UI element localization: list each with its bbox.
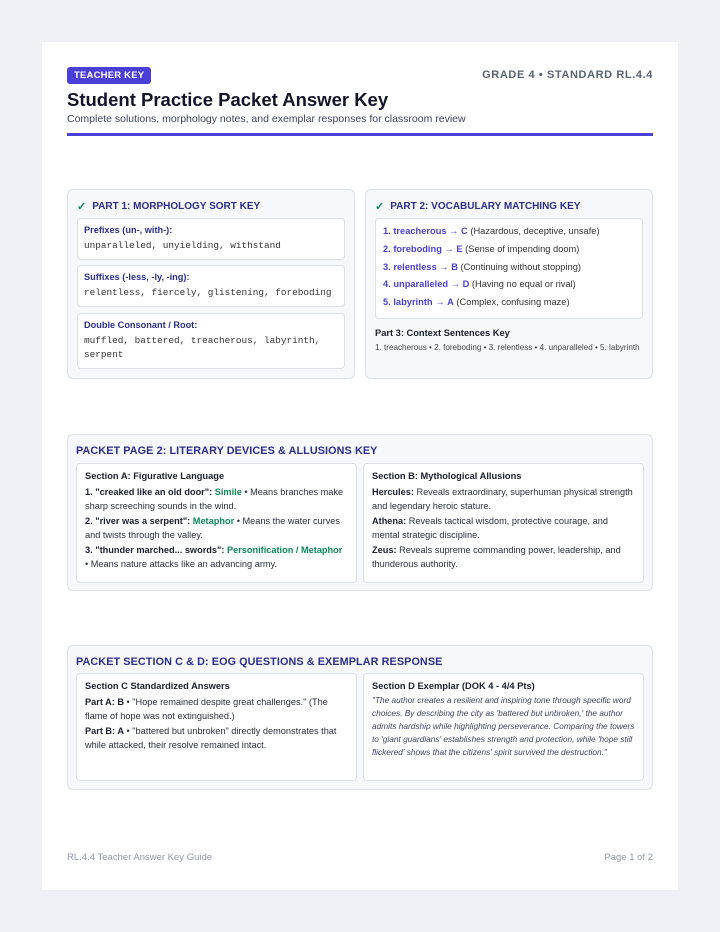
morph-group-suffixes [77, 265, 345, 307]
group-label: Suffixes (-less, -ly, -ing): [84, 272, 190, 282]
part1-heading: ✓ PART 1: MORPHOLOGY SORT KEY [77, 201, 261, 213]
section-a-title: Section A: Figurative Language [85, 471, 225, 481]
part1-card [67, 189, 355, 379]
allusion-item: Zeus: Reveals supreme commanding power, leadership, and thunderous authority. [372, 545, 621, 569]
morph-group-root [77, 313, 345, 369]
answer-key-page [42, 42, 678, 890]
exemplar-response: "The author creates a resilient and inspiring tone through specific word choices. By describing the city as 'battered but unbroken,' the author admits hardship while highlighting perseverance. Comparing the towers to 'giant guardians' establishes strength and protection, while 'hope still flickered' shows that the citizens' spirit survived the destruction." [372, 695, 635, 757]
part2-heading: ✓ PART 2: VOCABULARY MATCHING KEY [375, 201, 581, 213]
footer-guide-label: RL.4.4 Teacher Answer Key Guide [67, 852, 213, 863]
vocab-match-row: 3. relentless → B (Continuing without stopping) [383, 261, 581, 272]
group-label: Double Consonant / Root: [84, 320, 198, 330]
part3-block [375, 328, 643, 353]
figurative-item: 3. "thunder marched... swords": Personification / Metaphor • Means nature attacks like an advancing army. [85, 545, 343, 569]
section-d-title: Section D Exemplar (DOK 4 - 4/4 Pts) [372, 681, 535, 691]
page-subtitle: Complete solutions, morphology notes, and exemplar responses for classroom review [67, 113, 466, 125]
group-words: relentless, fiercely, glistening, foreboding [84, 287, 332, 298]
header-divider [67, 133, 653, 136]
literary-devices-heading: PACKET PAGE 2: LITERARY DEVICES & ALLUSIONS KEY [76, 445, 378, 457]
vocab-match-row: 4. unparalleled → D (Having no equal or rival) [383, 279, 576, 290]
vocab-match-row: 5. labyrinth → A (Complex, confusing maze) [383, 297, 570, 308]
section-d-box [363, 673, 644, 781]
eog-heading: PACKET SECTION C & D: EOG QUESTIONS & EXEMPLAR RESPONSE [76, 656, 443, 668]
section-b-title: Section B: Mythological Allusions [372, 471, 522, 481]
group-words: unparalleled, unyielding, withstand [84, 240, 281, 251]
standardized-answer: Part B: A • "battered but unbroken" directly demonstrates that while attacked, their resolve remained intact. [85, 726, 337, 750]
allusion-item: Hercules: Reveals extraordinary, superhuman physical strength and legendary heroic stature. [372, 487, 633, 511]
vocab-match-list [375, 218, 643, 319]
figurative-item: 2. "river was a serpent": Metaphor • Means the water curves and twists through the valley. [85, 516, 341, 540]
morph-group-prefixes [77, 218, 345, 260]
allusion-item: Athena: Reveals tactical wisdom, protective courage, and mental strategic discipline. [372, 516, 608, 540]
group-label: Prefixes (un-, with-): [84, 225, 173, 235]
vocab-match-row: 2. foreboding → E (Sense of impending doom) [383, 243, 580, 254]
standardized-answer: Part A: B • "Hope remained despite great challenges." (The flame of hope was not extinguished.) [85, 697, 328, 721]
part2-card [365, 189, 653, 379]
footer-page-number: Page 1 of 2 [604, 852, 653, 863]
grade-standard-label: GRADE 4 • STANDARD RL.4.4 [482, 69, 653, 81]
literary-devices-card [67, 434, 653, 591]
part3-title: Part 3: Context Sentences Key [375, 328, 510, 338]
vocab-match-row: 1. treacherous → C (Hazardous, deceptive, unsafe) [383, 226, 600, 236]
eog-card [67, 645, 653, 790]
check-icon: ✓ [77, 201, 87, 213]
part3-text: 1. treacherous • 2. foreboding • 3. relentless • 4. unparalleled • 5. labyrinth [375, 343, 640, 352]
page-title: Student Practice Packet Answer Key [67, 89, 389, 110]
section-b-box [363, 463, 644, 583]
teacher-key-badge: TEACHER KEY [67, 67, 151, 84]
figurative-item: 1. "creaked like an old door": Simile • Means branches make sharp screeching sounds in the wind. [85, 487, 344, 511]
section-c-box [76, 673, 357, 781]
check-icon: ✓ [375, 201, 385, 213]
section-a-box [76, 463, 357, 583]
group-words: muffled, battered, treacherous, labyrinth, serpent [84, 335, 321, 360]
section-c-title: Section C Standardized Answers [85, 681, 230, 691]
